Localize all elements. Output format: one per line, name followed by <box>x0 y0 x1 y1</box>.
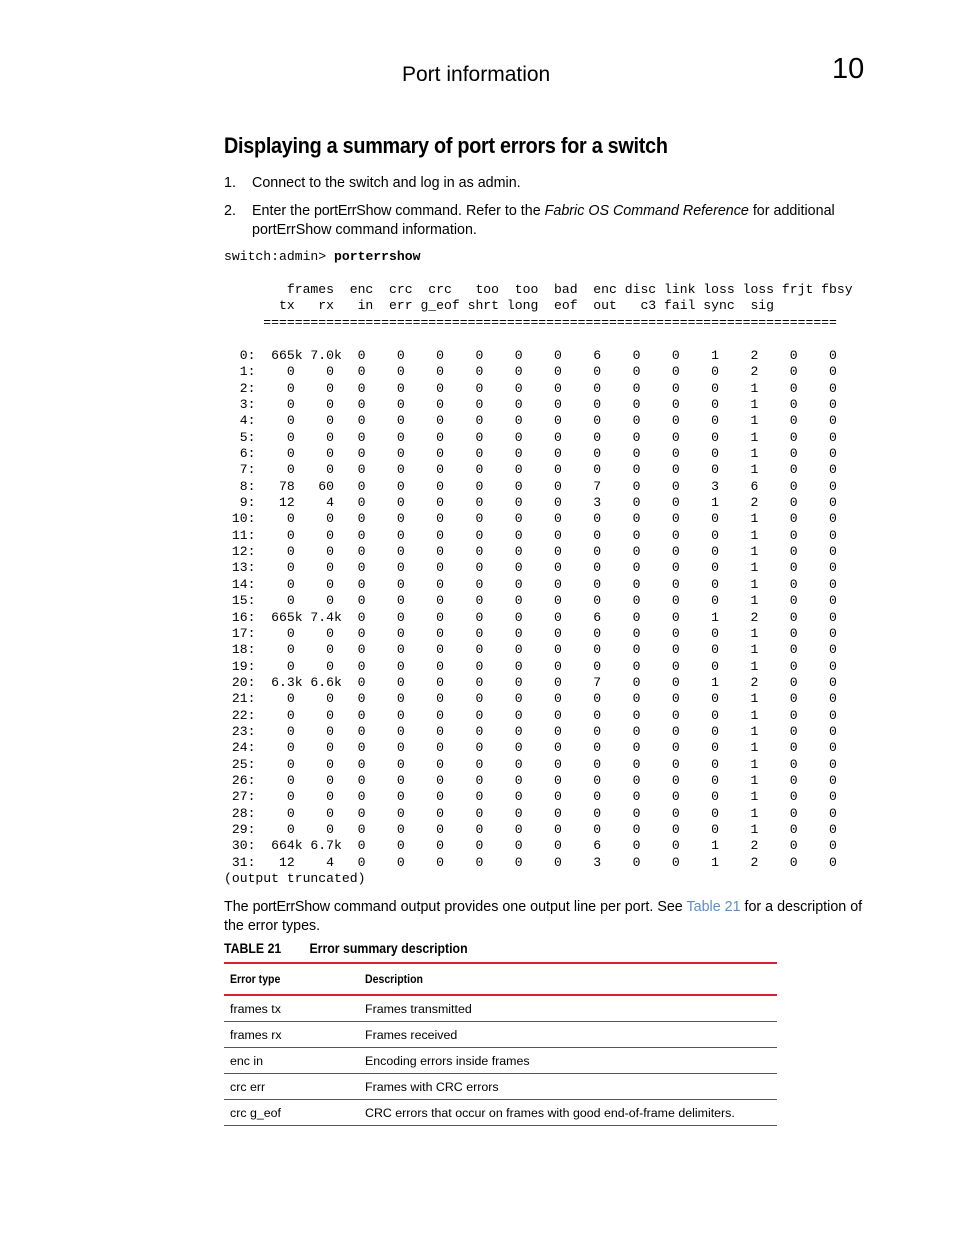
output-row: 12: 0 0 0 0 0 0 0 0 0 0 0 0 1 0 0 <box>224 544 837 560</box>
output-row: 29: 0 0 0 0 0 0 0 0 0 0 0 0 1 0 0 <box>224 821 837 837</box>
cell-description: CRC errors that occur on frames with good end-of-frame delimiters. <box>359 1100 777 1126</box>
output-row: 26: 0 0 0 0 0 0 0 0 0 0 0 0 1 0 0 <box>224 772 837 788</box>
output-row: 1: 0 0 0 0 0 0 0 0 0 0 0 0 2 0 0 <box>224 364 837 380</box>
paragraph-text-c: for a description of the error types. <box>224 899 863 934</box>
typed-command: porterrshow <box>334 249 421 264</box>
cell-error-type: frames rx <box>224 1022 359 1048</box>
output-row: 22: 0 0 0 0 0 0 0 0 0 0 0 0 1 0 0 <box>224 707 837 723</box>
paragraph-text-a: The <box>224 899 253 915</box>
output-rows <box>224 348 837 871</box>
step-text: Connect to the switch and log in as admin. <box>252 175 521 191</box>
table-row <box>224 1074 777 1100</box>
command-name: portErrShow <box>252 899 330 915</box>
output-row: 2: 0 0 0 0 0 0 0 0 0 0 0 0 1 0 0 <box>224 380 837 396</box>
table-caption <box>224 940 468 956</box>
cell-description: Frames received <box>359 1022 777 1048</box>
output-row: 27: 0 0 0 0 0 0 0 0 0 0 0 0 1 0 0 <box>224 789 837 805</box>
cell-error-type: crc g_eof <box>224 1100 359 1126</box>
output-row: 0: 665k 7.0k 0 0 0 0 0 0 6 0 0 1 2 0 0 <box>224 348 837 363</box>
output-row: 17: 0 0 0 0 0 0 0 0 0 0 0 0 1 0 0 <box>224 625 837 641</box>
output-row: 25: 0 0 0 0 0 0 0 0 0 0 0 0 1 0 0 <box>224 756 837 772</box>
output-separator: ========================================================================= <box>224 315 837 330</box>
truncated-note: (output truncated) <box>224 871 366 886</box>
output-row: 3: 0 0 0 0 0 0 0 0 0 0 0 0 1 0 0 <box>224 397 837 413</box>
output-row: 24: 0 0 0 0 0 0 0 0 0 0 0 0 1 0 0 <box>224 740 837 756</box>
command-name: portErrShow <box>314 203 392 219</box>
description-paragraph <box>224 898 874 935</box>
output-row: 11: 0 0 0 0 0 0 0 0 0 0 0 0 1 0 0 <box>224 527 837 543</box>
output-header-2: tx rx in err g_eof shrt long eof out c3 fail sync sig <box>224 298 775 313</box>
paragraph-text-b: command output provides one output line per port. See <box>329 899 687 915</box>
step-text-a: Enter the <box>252 203 314 219</box>
cell-description: Frames transmitted <box>359 995 777 1022</box>
output-row: 7: 0 0 0 0 0 0 0 0 0 0 0 0 1 0 0 <box>224 462 837 478</box>
chapter-number: 10 <box>832 53 865 85</box>
output-row: 5: 0 0 0 0 0 0 0 0 0 0 0 0 1 0 0 <box>224 429 837 445</box>
cell-description: Frames with CRC errors <box>359 1074 777 1100</box>
cell-description: Encoding errors inside frames <box>359 1048 777 1074</box>
table-label: TABLE 21 <box>224 940 282 956</box>
output-row: 31: 12 4 0 0 0 0 0 0 3 0 0 1 2 0 0 <box>224 854 837 870</box>
output-row: 30: 664k 6.7k 0 0 0 0 0 0 6 0 0 1 2 0 0 <box>224 838 837 854</box>
table-title: Error summary description <box>309 940 468 956</box>
output-row: 21: 0 0 0 0 0 0 0 0 0 0 0 0 1 0 0 <box>224 691 837 707</box>
output-row: 28: 0 0 0 0 0 0 0 0 0 0 0 0 1 0 0 <box>224 805 837 821</box>
output-row: 9: 12 4 0 0 0 0 0 0 3 0 0 1 2 0 0 <box>224 495 837 511</box>
output-row: 23: 0 0 0 0 0 0 0 0 0 0 0 0 1 0 0 <box>224 723 837 739</box>
step-number: 1. <box>224 175 236 191</box>
cell-error-type: frames tx <box>224 995 359 1022</box>
column-header: Description <box>359 963 777 995</box>
output-row: 4: 0 0 0 0 0 0 0 0 0 0 0 0 1 0 0 <box>224 413 837 429</box>
table-row <box>224 995 777 1022</box>
section-heading: Displaying a summary of port errors for a switch <box>224 133 668 158</box>
running-title: Port information <box>402 63 551 86</box>
reference-title: Fabric OS Command Reference <box>544 203 749 219</box>
output-row: 8: 78 60 0 0 0 0 0 0 7 0 0 3 6 0 0 <box>224 478 837 494</box>
step-number: 2. <box>224 203 236 219</box>
shell-prompt: switch:admin> <box>224 249 335 264</box>
output-row: 16: 665k 7.4k 0 0 0 0 0 0 6 0 0 1 2 0 0 <box>224 609 837 625</box>
output-row: 15: 0 0 0 0 0 0 0 0 0 0 0 0 1 0 0 <box>224 593 837 609</box>
output-row: 18: 0 0 0 0 0 0 0 0 0 0 0 0 1 0 0 <box>224 642 837 658</box>
output-row: 19: 0 0 0 0 0 0 0 0 0 0 0 0 1 0 0 <box>224 658 837 674</box>
table-header-row <box>224 963 777 995</box>
table-row <box>224 1048 777 1074</box>
step-text-b: command. Refer to the <box>391 203 545 219</box>
table-row <box>224 1022 777 1048</box>
command-line <box>224 249 420 265</box>
table-link[interactable]: Table 21 <box>686 899 741 915</box>
output-row: 20: 6.3k 6.6k 0 0 0 0 0 0 7 0 0 1 2 0 0 <box>224 674 837 690</box>
column-header: Error type <box>224 963 359 995</box>
cell-error-type: crc err <box>224 1074 359 1100</box>
output-row: 13: 0 0 0 0 0 0 0 0 0 0 0 0 1 0 0 <box>224 560 837 576</box>
output-row: 14: 0 0 0 0 0 0 0 0 0 0 0 0 1 0 0 <box>224 576 837 592</box>
error-summary-table <box>224 962 777 1126</box>
output-header-1: frames enc crc crc too too bad enc disc link loss loss frjt fbsy <box>224 282 853 297</box>
step-text-c: for additional portErrShow command information. <box>252 203 835 238</box>
output-row: 10: 0 0 0 0 0 0 0 0 0 0 0 0 1 0 0 <box>224 511 837 527</box>
table-row <box>224 1100 777 1126</box>
output-row: 6: 0 0 0 0 0 0 0 0 0 0 0 0 1 0 0 <box>224 446 837 462</box>
step-text <box>252 202 872 240</box>
cell-error-type: enc in <box>224 1048 359 1074</box>
